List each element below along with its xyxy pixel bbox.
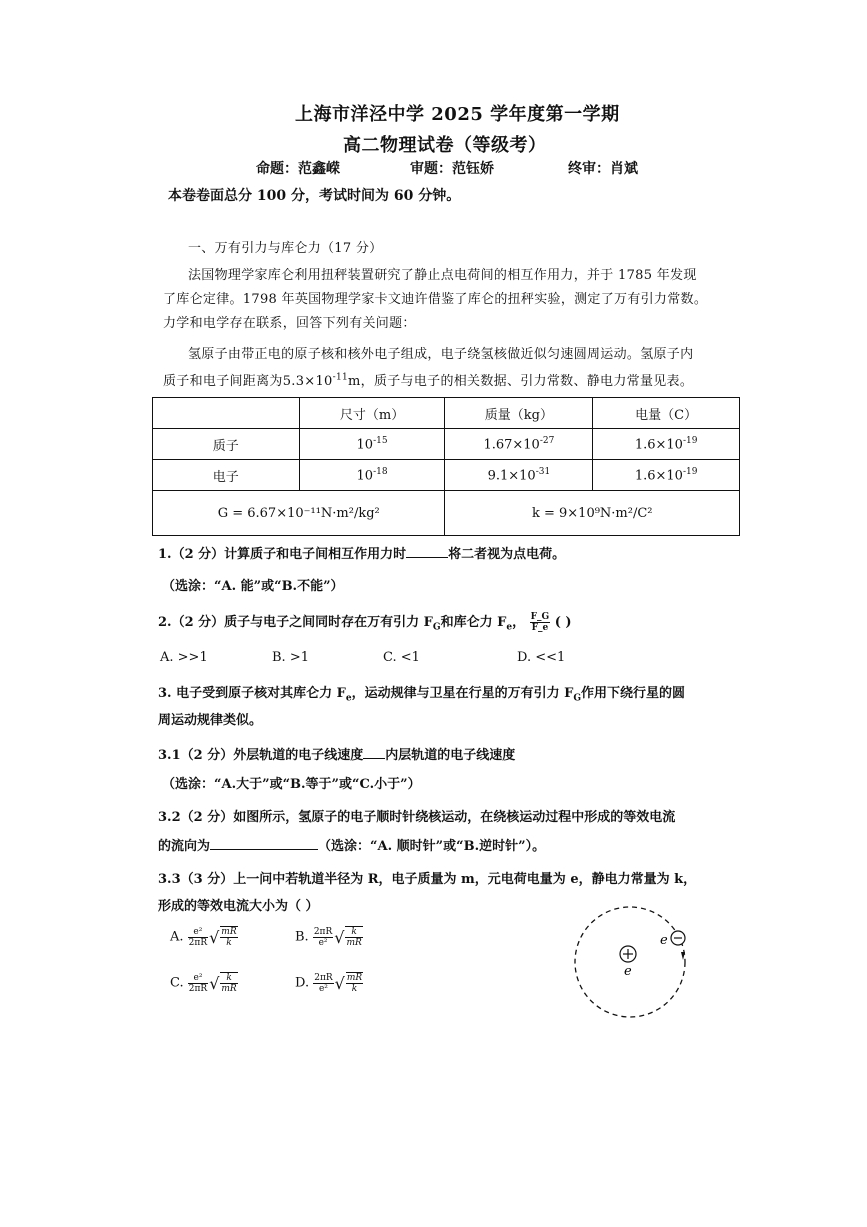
option-d[interactable] (295, 972, 363, 994)
paragraph-line: 了库仑定律。1798 年英国物理学家卡文迪许借鉴了库仑的扭秤实验，测定了万有引力常数。 (163, 292, 708, 307)
fraction-denominator: e² (318, 983, 328, 994)
gravitational-constant: G = 6.67×10⁻¹¹N·m²/kg² (153, 491, 445, 536)
radicand-denominator: mR (346, 938, 362, 948)
question-text: 2.（2 分）质子与电子之间同时存在万有引力 F (158, 615, 433, 630)
paragraph-line: 法国物理学家库仑利用扭秤装置研究了静止点电荷间的相互作用力，并于 1785 年发现 (188, 268, 697, 283)
cell-exponent: -18 (373, 466, 388, 477)
table-cell (593, 460, 740, 491)
question-text: ，运动规律与卫星在行星的万有引力 F (351, 686, 574, 701)
radicand-numerator: mR (346, 973, 363, 983)
answer-blank[interactable] (406, 543, 448, 558)
table-cell (299, 460, 445, 491)
question-text: 作用下绕行星的圆 (581, 686, 686, 701)
option-label: C. (170, 975, 184, 991)
direction-arrow-icon (681, 952, 685, 960)
subscript: e (345, 693, 352, 704)
fraction-numerator: e² (188, 973, 208, 984)
orbit-diagram (566, 898, 696, 1028)
option-fraction (313, 927, 333, 948)
option-fraction (188, 927, 208, 948)
question-text: （选涂：“A. 顺时针”或“B.逆时针”）。 (318, 839, 546, 854)
reviewer: 审题：范钰娇 (410, 161, 494, 177)
paragraph-text: 质子和电子间距离为 (163, 374, 283, 389)
question-1-choice: （选涂：“A. 能”或“B.不能”） (162, 579, 344, 594)
option-a[interactable]: A. >>1 (160, 650, 208, 665)
nucleus-label: e (624, 964, 632, 979)
fraction-numerator: F_G (530, 612, 550, 622)
paragraph-text: m，质子与电子的相关数据、引力常数、静电力常量见表。 (348, 374, 694, 389)
table-cell (445, 460, 593, 491)
cell-value: 1.67×10 (483, 437, 540, 453)
cell-value: 10 (356, 468, 374, 484)
fraction-denominator: 2πR (188, 983, 208, 994)
question-text: 和库仑力 F (440, 615, 507, 630)
radicand-numerator: k (220, 973, 237, 984)
exam-title-line1: 上海市洋泾中学 2025 学年度第一学期 (295, 104, 620, 125)
electron-label: e (660, 933, 668, 948)
cell-exponent: -31 (535, 466, 551, 477)
table-cell (593, 429, 740, 460)
table-row (153, 460, 740, 491)
radical-sign: √ (334, 973, 345, 993)
section-heading: 一、万有引力与库仑力（17 分） (188, 241, 383, 256)
option-radicand (220, 926, 237, 948)
final-reviewer: 终审：肖斌 (568, 161, 638, 177)
subscript: G (573, 693, 582, 704)
question-text: 将二者视为点电荷。 (448, 547, 566, 562)
cell-exponent: -19 (682, 435, 698, 446)
option-b[interactable] (295, 926, 363, 948)
question-3-3: 3.3（3 分）上一问中若轨道半径为 R，电子质量为 m，元电荷电量为 e，静电力常量为 k， (158, 872, 697, 887)
row-label: 电子 (153, 460, 300, 491)
table-row (153, 429, 740, 460)
option-radicand (346, 972, 363, 994)
ratio-fraction (530, 612, 551, 633)
cell-value: 9.1×10 (487, 468, 536, 484)
electron-icon (671, 931, 685, 945)
subscript: G (432, 622, 441, 633)
answer-blank[interactable] (363, 744, 385, 759)
cell-value: 10 (356, 437, 374, 453)
option-label: B. (295, 929, 309, 945)
cell-value: 1.6×10 (634, 437, 683, 453)
radicand-denominator: mR (221, 984, 237, 994)
fraction-numerator: e² (188, 927, 208, 938)
paragraph-line (163, 370, 693, 389)
table-header-cell: 质量（kg） (445, 398, 593, 429)
radical-sign: √ (209, 927, 220, 947)
question-3-2: 3.2（2 分）如图所示，氢原子的电子顺时针绕核运动，在绕核运动过程中形成的等效电流 (158, 810, 676, 825)
radicand-denominator: k (226, 938, 232, 948)
option-c[interactable]: C. <1 (383, 650, 420, 665)
question-text: 3.1（2 分）外层轨道的电子线速度 (158, 748, 364, 763)
option-label: D. (295, 975, 310, 991)
constants-table (152, 397, 740, 536)
radicand-numerator: mR (221, 927, 237, 937)
table-header-row (153, 398, 740, 429)
paragraph-line: 氢原子由带正电的原子核和核外电子组成，电子绕氢核做近似匀速圆周运动。氢原子内 (188, 347, 694, 362)
question-3-3-line2: 形成的等效电流大小为（ ） (158, 899, 319, 914)
cell-exponent: -27 (539, 435, 555, 446)
option-radicand (345, 926, 362, 948)
question-3-1-choice: （选涂：“A.大于”或“B.等于”或“C.小于”） (162, 777, 421, 792)
exam-title-line2: 高二物理试卷（等级考） (343, 135, 547, 156)
question-text: 内层轨道的电子线速度 (385, 748, 516, 763)
option-d[interactable]: D. <<1 (517, 650, 566, 665)
paragraph-line: 力学和电学存在联系，回答下列有关问题： (163, 316, 416, 331)
question-text: 1.（2 分）计算质子和电子间相互作用力时 (158, 547, 407, 562)
option-b[interactable]: B. >1 (272, 650, 309, 665)
exam-info: 本卷卷面总分 100 分，考试时间为 60 分钟。 (168, 188, 461, 204)
table-cell (299, 429, 445, 460)
table-cell (445, 429, 593, 460)
fraction-numerator: 2πR (313, 926, 333, 937)
table-header-cell: 电量（C） (593, 398, 740, 429)
row-label: 质子 (153, 429, 300, 460)
option-a[interactable] (170, 926, 238, 948)
fraction-denominator: F_e (531, 623, 549, 633)
coulomb-constant: k = 9×10⁹N·m²/C² (445, 491, 740, 536)
cell-value: 1.6×10 (634, 468, 683, 484)
radicand-numerator: k (345, 927, 362, 938)
option-fraction (188, 973, 208, 994)
option-label: A. (170, 929, 184, 945)
question-3-2-line2 (158, 835, 545, 854)
radical-sign: √ (209, 973, 220, 993)
table-header-cell (153, 398, 300, 429)
question-3-1 (158, 744, 515, 763)
cell-exponent: -19 (682, 466, 698, 477)
radical-sign: √ (334, 927, 345, 947)
question-text: 的流向为 (158, 839, 211, 854)
table-row (153, 491, 740, 536)
question-2 (158, 611, 572, 633)
distance-exponent: -11 (332, 372, 349, 383)
author: 命题：范鑫嵘 (256, 161, 340, 177)
fraction-numerator: 2πR (314, 972, 333, 983)
fraction-denominator: 2πR (188, 937, 208, 948)
question-3-line2: 周运动规律类似。 (158, 713, 263, 728)
table-header-cell: 尺寸（m） (299, 398, 445, 429)
question-text: 3. 电子受到原子核对其库仑力 F (158, 686, 346, 701)
cell-exponent: -15 (373, 435, 388, 446)
subscript: e (506, 622, 513, 633)
question-1 (158, 543, 565, 562)
option-radicand (220, 972, 237, 994)
question-text: ， (512, 615, 526, 630)
option-fraction (313, 973, 333, 994)
fraction-denominator: e² (318, 937, 328, 948)
nucleus-icon (620, 946, 636, 962)
answer-paren[interactable]: ( ) (554, 615, 572, 630)
radicand-denominator: k (351, 984, 358, 994)
answer-blank[interactable] (210, 835, 318, 850)
option-c[interactable] (170, 972, 238, 994)
distance-value: 5.3×10 (282, 374, 333, 389)
question-3 (158, 682, 685, 704)
